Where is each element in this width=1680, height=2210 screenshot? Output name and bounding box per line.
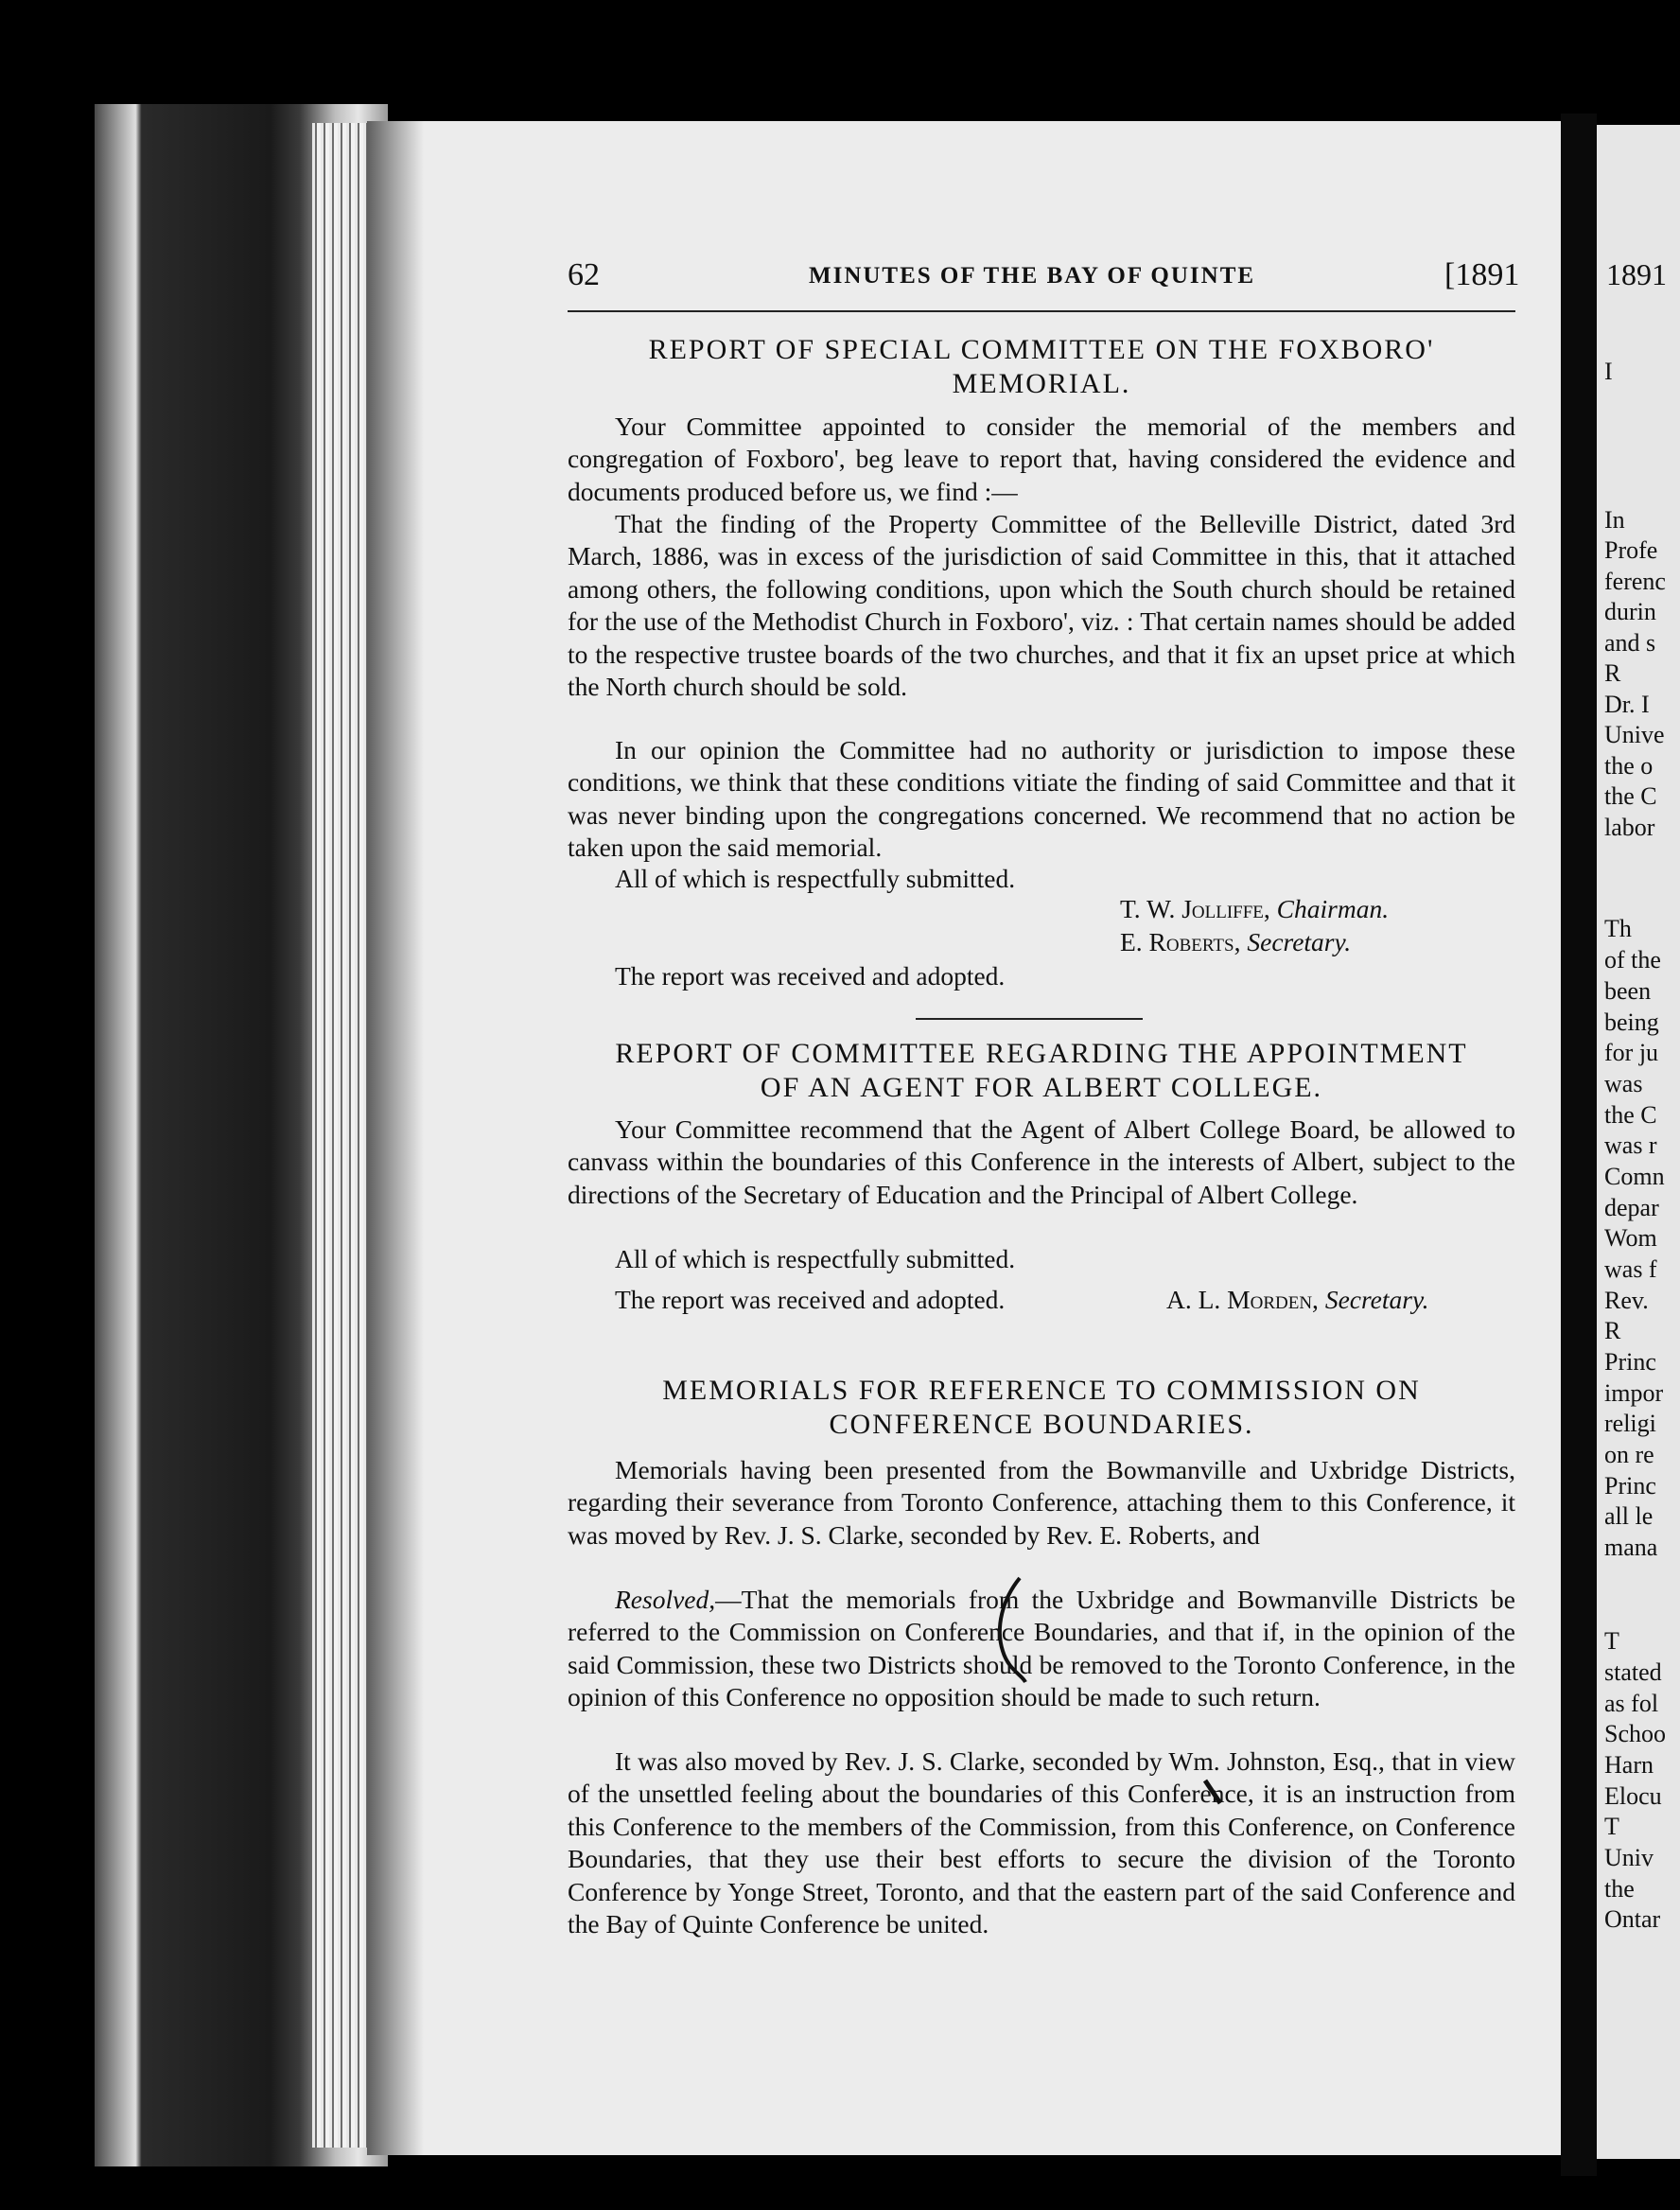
facing-page-word: Ontar (1604, 1905, 1661, 1933)
section1-paragraph-3: In our opinion the Committee had no authority or jurisdiction to impose these conditions, we think that these conditions vitiate the finding of said Committee and that it was never binding upon the congregations concerned. We recommend that no action be taken upon the said memorial. (568, 735, 1515, 863)
facing-page-word: Unive (1604, 721, 1665, 748)
facing-page-word: was r (1604, 1131, 1657, 1159)
section1-heading-line2: MEMORIAL. (952, 368, 1131, 399)
facing-page-word: all le (1604, 1502, 1654, 1530)
secretary-name: E. Roberts, (1120, 927, 1241, 956)
section2-heading-line2: OF AN AGENT FOR ALBERT COLLEGE. (760, 1072, 1323, 1103)
section1-paragraph-2: That the finding of the Property Committee of the Belleville District, dated 3rd March, 1886, was in excess of the jurisdiction of said Committee in this, that it attached among others, the following conditions, upon which the South church should be retained for the use of the Methodist Church in Foxboro', viz. : That certain names should be added to the respective trustee boards of the two churches, and that it fix an upset price at which the North church should be sold. (568, 509, 1515, 702)
section3-heading-line2: CONFERENCE BOUNDARIES. (829, 1409, 1254, 1440)
section2-submitted: All of which is respectfully submitted. (615, 1244, 1016, 1273)
facing-page-word: Dr. I (1604, 691, 1650, 718)
morden-name: A. L. Morden, (1166, 1285, 1319, 1314)
facing-page-word: Harn (1604, 1751, 1654, 1779)
facing-page-word: for ju (1604, 1039, 1659, 1066)
facing-page-word: as fol (1604, 1690, 1659, 1717)
facing-page-word: Profe (1604, 536, 1658, 564)
section3-paragraph-1: Memorials having been presented from the Bowmanville and Uxbridge Districts, regarding their severance from Toronto Conference, attaching them to this Conference, it was moved by Rev. J. S. Clarke, seconded by Rev. E. Roberts, and (568, 1455, 1515, 1550)
facing-page-word: and s (1604, 629, 1656, 657)
resolved-lead: Resolved, (615, 1585, 716, 1614)
page-number: 62 (568, 257, 600, 292)
section3-heading-line1: MEMORIALS FOR REFERENCE TO COMMISSION ON (662, 1375, 1421, 1406)
facing-page-word: impor (1604, 1379, 1664, 1407)
facing-page-word: of the (1604, 946, 1661, 973)
section1-submitted: All of which is respectfully submitted. (615, 864, 1016, 893)
section2-adopted: The report was received and adopted. (615, 1285, 1006, 1314)
facing-page-word: T (1604, 1813, 1619, 1840)
secretary-role: Secretary. (1247, 927, 1352, 956)
section3-paragraph-3: It was also moved by Rev. J. S. Clarke, seconded by Wm. Johnston, Esq., that in view of the unsettled feeling about the boundaries of this Conference, it is an instruction from this Conference to the members of the Commission, from this Conference, on Conference Boundaries, that they use their best efforts to secure the division of the Toronto Conference by Yonge Street, Toronto, and that the eastern part of the said Conference and the Bay of Quinte Conference be united. (568, 1746, 1515, 1939)
facing-page-word: Wom (1604, 1224, 1657, 1252)
facing-page-word: Princ (1604, 1348, 1656, 1376)
facing-page-year: 1891 (1606, 257, 1667, 291)
facing-page-word: mana (1604, 1534, 1658, 1561)
facing-page-word: ferenc (1604, 568, 1666, 595)
facing-page-word: Rev. (1604, 1287, 1649, 1314)
facing-page-word: was f (1604, 1255, 1657, 1283)
facing-page-word: Univ (1604, 1844, 1654, 1871)
section1-adopted: The report was received and adopted. (615, 961, 1006, 991)
facing-page-word: the o (1604, 752, 1654, 780)
facing-page-word: been (1604, 977, 1652, 1005)
facing-page-word: Th (1604, 915, 1632, 942)
section2-heading-line1: REPORT OF COMMITTEE REGARDING THE APPOINTMENT (615, 1038, 1468, 1069)
resolved-text: —That the memorials from the Uxbridge and Bowmanville Districts be referred to the Commission on Conference Boundaries, and that if, in the opinion of the said Commission, these two Districts should be removed to the Toronto Conference, in the opinion of this Conference no opposition should be made to such return. (568, 1585, 1515, 1712)
facing-page-word: T (1604, 1627, 1619, 1655)
morden-role: Secretary. (1324, 1285, 1429, 1314)
facing-page-word: depar (1604, 1194, 1659, 1221)
facing-page-word: being (1604, 1009, 1659, 1036)
facing-page-word: on re (1604, 1441, 1654, 1468)
facing-page-word: Princ (1604, 1472, 1656, 1500)
facing-page-word: Schoo (1604, 1720, 1666, 1747)
chairman-name: T. W. Jolliffe, (1120, 894, 1270, 923)
facing-page-word: the C (1604, 782, 1657, 810)
facing-page-word: labor (1604, 814, 1655, 841)
chairman-role: Chairman. (1276, 894, 1390, 923)
facing-page-word: R (1604, 1317, 1621, 1344)
facing-page-word: Comn (1604, 1163, 1665, 1190)
facing-page-word: religi (1604, 1410, 1656, 1437)
facing-page-word: Elocu (1604, 1782, 1662, 1810)
facing-page-word: the C (1604, 1101, 1657, 1129)
section1-paragraph-1: Your Committee appointed to consider the memorial of the members and congregation of Foxboro', beg leave to report that, having considered the evidence and documents produced before us, we find :— (568, 412, 1515, 506)
section1-heading-line1: REPORT OF SPECIAL COMMITTEE ON THE FOXBORO' (648, 334, 1435, 365)
header-year: [1891 (1444, 257, 1520, 292)
facing-page-word: was (1604, 1070, 1643, 1097)
section2-paragraph-1: Your Committee recommend that the Agent of Albert College Board, be allowed to canvass within the boundaries of this Conference in the interests of Albert, subject to the directions of the Secretary of Education and the Principal of Albert College. (568, 1114, 1515, 1209)
facing-page-word: I (1604, 358, 1613, 385)
facing-page-word: In (1604, 506, 1625, 534)
facing-page-word: stated (1604, 1658, 1662, 1686)
facing-page-word: durin (1604, 598, 1656, 625)
running-title: MINUTES OF THE BAY OF QUINTE (809, 263, 1256, 289)
facing-page-word: R (1604, 659, 1621, 687)
facing-page-word: the (1604, 1875, 1635, 1903)
